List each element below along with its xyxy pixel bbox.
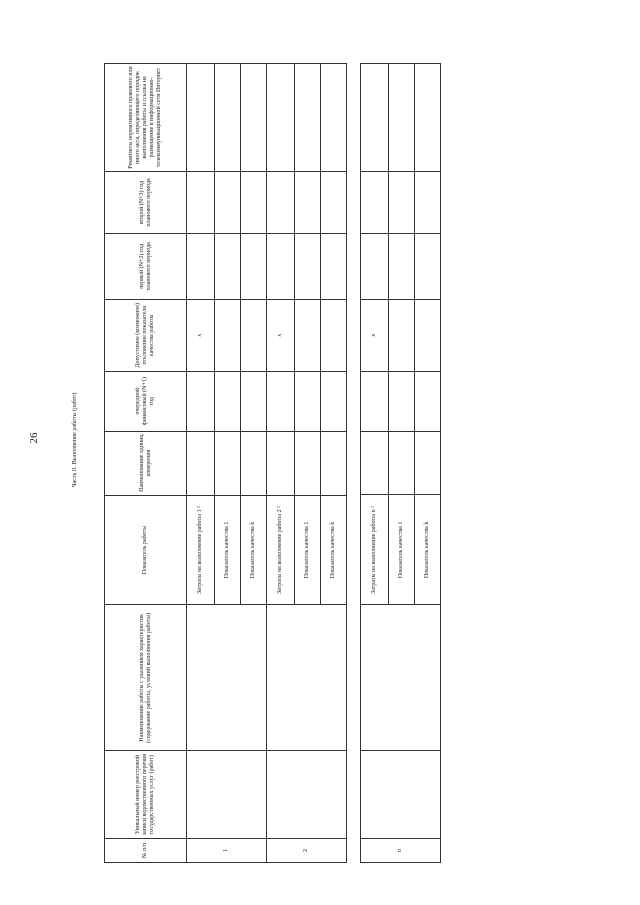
work-name-cell <box>361 605 441 751</box>
value-cell <box>187 171 215 233</box>
header-unit: Наименование единиц измерения <box>105 431 187 495</box>
section-heading-text: Часть II. Выполнение работы (работ) <box>72 392 78 488</box>
deviation-mark: x <box>361 299 389 371</box>
header-work-indicator: Показатель работы <box>105 495 187 605</box>
legal-act-cell <box>389 64 415 172</box>
deviation-mark <box>389 299 415 371</box>
value-cell <box>415 371 441 431</box>
unit-cell <box>361 431 389 495</box>
row-number: 2 <box>267 839 347 863</box>
indicator-cell: Показатель качества k <box>415 495 441 605</box>
header-first-plan-year: первый (N+2) год планового периода <box>105 233 187 299</box>
legal-act-cell <box>215 64 241 172</box>
unit-cell <box>389 431 415 495</box>
indicator-cell: Показатель качества 1 <box>295 495 321 605</box>
deviation-mark: x <box>187 299 215 371</box>
rotated-table-region <box>104 63 444 863</box>
header-next-year: очередной финансовый (N+1) год <box>105 371 187 431</box>
registry-number-cell <box>187 751 267 839</box>
unit-cell <box>415 431 441 495</box>
deviation-mark <box>295 299 321 371</box>
table-row <box>361 64 389 863</box>
unit-cell <box>241 431 267 495</box>
header-allowed-deviation: Допустимое (возможное) отклонение показателя качества работы <box>105 299 187 371</box>
legal-act-cell <box>361 64 389 172</box>
value-cell <box>361 371 389 431</box>
row-number: 1 <box>187 839 267 863</box>
legal-act-cell <box>187 64 215 172</box>
legal-act-cell <box>415 64 441 172</box>
value-cell <box>389 171 415 233</box>
value-cell <box>389 233 415 299</box>
value-cell <box>361 233 389 299</box>
table-row <box>187 64 215 863</box>
value-cell <box>215 371 241 431</box>
works-table <box>104 63 347 863</box>
indicator-cell: Показатель качества k <box>241 495 267 605</box>
deviation-mark: x <box>267 299 295 371</box>
table-header-row <box>105 64 187 863</box>
row-number: n <box>361 839 441 863</box>
deviation-mark <box>321 299 347 371</box>
indicator-cell: Затраты на выполнение работы n ² <box>361 495 389 605</box>
registry-number-cell <box>267 751 347 839</box>
value-cell <box>267 171 295 233</box>
value-cell <box>187 233 215 299</box>
value-cell <box>267 233 295 299</box>
indicator-cell: Затраты на выполнение работы 1 ² <box>187 495 215 605</box>
works-table-last-block <box>360 63 441 863</box>
unit-cell <box>187 431 215 495</box>
indicator-cell: Показатель качества 1 <box>215 495 241 605</box>
unit-cell <box>215 431 241 495</box>
unit-cell <box>321 431 347 495</box>
value-cell <box>295 233 321 299</box>
value-cell <box>321 171 347 233</box>
unit-cell <box>267 431 295 495</box>
work-name-cell <box>187 605 267 751</box>
value-cell <box>295 371 321 431</box>
table-row <box>267 64 295 863</box>
value-cell <box>389 371 415 431</box>
value-cell <box>215 171 241 233</box>
header-registry-number: Уникальный номер реестровой записи ведомственного перечня государственных услуг (работ) <box>105 751 187 839</box>
deviation-mark <box>215 299 241 371</box>
value-cell <box>267 371 295 431</box>
value-cell <box>361 171 389 233</box>
value-cell <box>187 371 215 431</box>
value-cell <box>241 233 267 299</box>
value-cell <box>415 233 441 299</box>
value-cell <box>415 171 441 233</box>
header-work-name: Наименование работы с указанием характеристик (содержание работы, условий выполнения работы) <box>105 605 187 751</box>
legal-act-cell <box>321 64 347 172</box>
indicator-cell: Затраты на выполнение работы 2 ² <box>267 495 295 605</box>
indicator-cell: Показатель качества k <box>321 495 347 605</box>
page-number: 26 <box>28 432 40 444</box>
header-second-plan-year: второй (N+3) год планового периода <box>105 171 187 233</box>
value-cell <box>295 171 321 233</box>
header-legal-act: Реквизиты нормативного правового или иного акта, определяющего порядок выполнения работы и ссылка на размещение в информационно-телекоммуникационной сети Интернет <box>105 64 187 172</box>
registry-number-cell <box>361 751 441 839</box>
legal-act-cell <box>267 64 295 172</box>
legal-act-cell <box>241 64 267 172</box>
header-num: № п/п <box>105 839 187 863</box>
unit-cell <box>295 431 321 495</box>
value-cell <box>241 171 267 233</box>
indicator-cell: Показатель качества 1 <box>389 495 415 605</box>
deviation-mark <box>415 299 441 371</box>
work-name-cell <box>267 605 347 751</box>
value-cell <box>321 371 347 431</box>
value-cell <box>241 371 267 431</box>
deviation-mark <box>241 299 267 371</box>
legal-act-cell <box>295 64 321 172</box>
value-cell <box>215 233 241 299</box>
value-cell <box>321 233 347 299</box>
